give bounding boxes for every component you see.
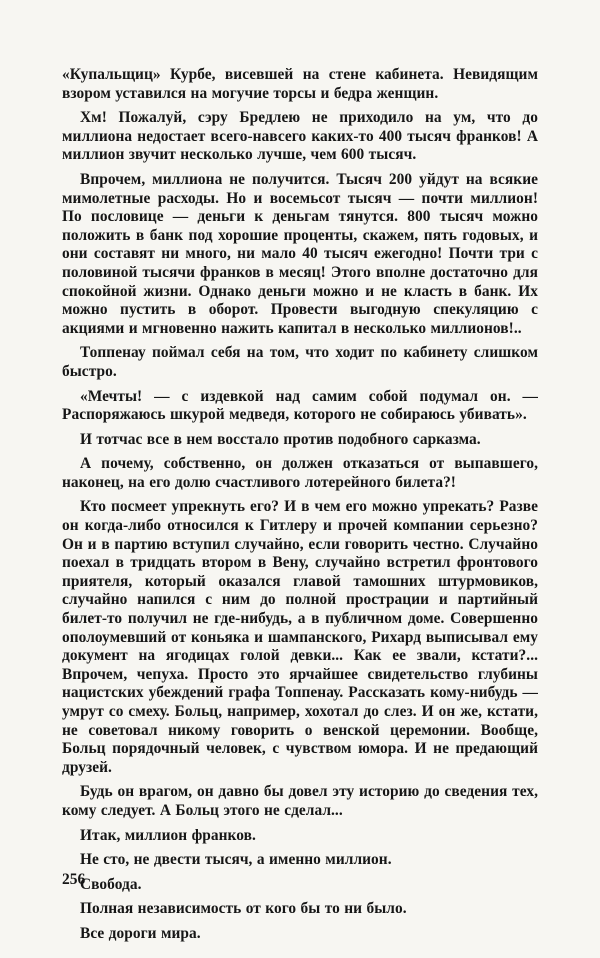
paragraph: Полная независимость от кого бы то ни было.	[80, 900, 407, 918]
paragraph: Впрочем, миллиона не получится. Тысяч 200 уйдут на всякие мимолетные расходы. Но и восемьсот тысяч — почти миллион! По пословице — деньги к деньгам тянутся. 800 тысяч можно положить в банк под хорошие проценты, скажем, пять годовых, и они составят ни много, ни мало 40 тысяч ежегодно! Почти три с половиной тысячи франков в месяц! Этого вполне достаточно для спокойной жизни. Однако деньги можно и не класть в банк. Их можно пустить в оборот. Провести выгодную спекуляцию с акциями и мгновенно нажить капитал в несколько миллионов!..	[62, 170, 538, 337]
paragraph: Будь он врагом, он давно бы довел эту историю до сведения тех, кому следует. А Больц этого не сделал...	[62, 783, 538, 819]
paragraph: «Купальщиц» Курбе, висевшей на стене кабинета. Невидящим взором уставился на могучие торсы и бедра женщин.	[62, 66, 538, 102]
paragraph: Хм! Пожалуй, сэру Бредлею не приходило на ум, что до миллиона недостает всего-навсего каких-то 400 тысяч франков! А миллион звучит несколько лучше, чем 600 тысяч.	[62, 109, 538, 164]
paragraph: Свобода.	[80, 875, 142, 893]
paragraph: Не сто, не двести тысяч, а именно миллион.	[80, 851, 392, 869]
paragraph: Итак, миллион франков.	[80, 826, 256, 844]
paragraph: Кто посмеет упрекнуть его? И в чем его можно упрекать? Разве он когда-либо относился к Гитлеру и прочей компании серьезно? Он и в партию вступил случайно, если говорить честно. Случайно поехал в тридцать втором в Вену, случайно встретил фронтового приятеля, который оказался главой тамошних штурмовиков, случайно напился с ним до полной прострации и партийный билет-то получил не где-нибудь, а в публичном доме. Совершенно ополоумевший от коньяка и шампанского, Рихард выписывал ему документ на ягодицах голой девки... Как ее звали, кстати?... Впрочем, чепуха. Просто это ярчайшее свидетельство глубины нацистских убеждений графа Топпенау. Рассказать кому-нибудь — умрут со смеху. Больц, например, хохотал до слез. И он же, кстати, не советовал никому говорить о венской церемонии. Вообще, Больц порядочный человек, с чувством юмора. И не предающий друзей.	[62, 498, 538, 776]
paragraph: «Мечты! — с издевкой над самим собой подумал он. — Распоряжаюсь шкурой медведя, которого не собираюсь убивать».	[62, 387, 538, 424]
page-text	[62, 66, 538, 950]
paragraph: Топпенау поймал себя на том, что ходит по кабинету слишком быстро.	[62, 344, 538, 380]
paragraph: Все дороги мира.	[80, 924, 201, 942]
paragraph: А почему, собственно, он должен отказаться от выпавшего, наконец, на его долю счастливого лотерейного билета?!	[62, 455, 538, 491]
paragraph: И тотчас все в нем восстало против подобного сарказма.	[80, 430, 481, 448]
page-number: 256	[62, 871, 86, 888]
